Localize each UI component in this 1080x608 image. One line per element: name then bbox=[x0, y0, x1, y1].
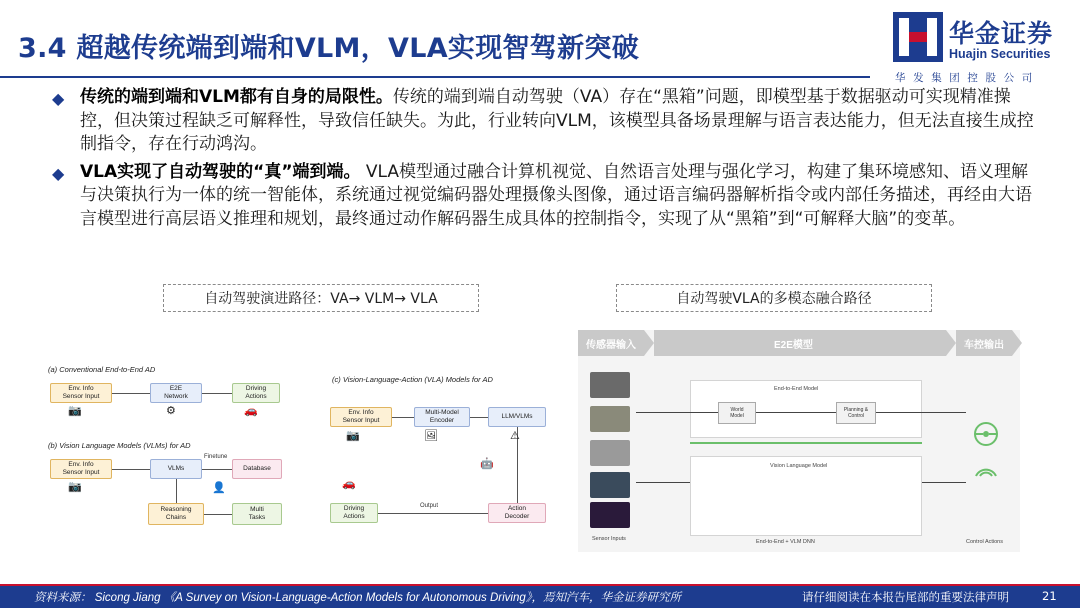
legal-note: 请仔细阅读在本报告尾部的重要法律声明 bbox=[802, 590, 1009, 604]
bullet-item bbox=[50, 86, 1035, 157]
bullet-text: 传统的端到端自动驾驶（VA）存在“黑箱”问题，即模型基于数据驱动可实现精准操控，但决策过程缺乏可解释性，导致信任缺失。为此，行业转向VLM，该模型具备场景理解与语言表达能力，但无法直接生成控制指令，存在行动鸿沟。 bbox=[80, 87, 1034, 154]
camera-image bbox=[590, 406, 630, 432]
e2e-network-box: E2E Network bbox=[150, 383, 202, 403]
image-icon: 🖼 bbox=[424, 430, 438, 442]
driving-actions-box: Driving Actions bbox=[232, 383, 280, 403]
arrow bbox=[392, 417, 414, 418]
logo-english-name: Huajin Securities bbox=[949, 47, 1051, 61]
bullet-text: VLA模型通过融合计算机视觉、自然语言处理与强化学习，构建了集环境感知、语义理解与决策执行为一体的统一智能体，系统通过视觉编码器处理摄像头图像，通过语言编码器解析指令或内部任务描述，再经由大语言模型进行高层语义推理和规划，最终通过动作解码器生成具体的控制指令，实现了从“黑箱”到“可解释大脑”的变革。 bbox=[80, 161, 1032, 229]
column-header-sensor: 传感器输入 bbox=[578, 330, 644, 356]
diamond-bullet-icon: ◆ bbox=[52, 163, 65, 183]
section-a-label: (a) Conventional End-to-End AD bbox=[48, 365, 156, 374]
flow-line bbox=[636, 412, 718, 413]
flow-line bbox=[756, 412, 836, 413]
database-box: Database bbox=[232, 459, 282, 479]
flow-line bbox=[636, 482, 690, 483]
arrow bbox=[378, 513, 488, 514]
camera-icon: 📷 bbox=[68, 405, 82, 417]
warning-icon: ⚠ bbox=[510, 430, 520, 442]
network-icon: ⚙ bbox=[166, 405, 176, 417]
figure-caption-right: 自动驾驶VLA的多模态融合路径 bbox=[616, 284, 932, 312]
green-flow-line bbox=[690, 442, 922, 444]
action-decoder-box: Action Decoder bbox=[488, 503, 546, 523]
gauge-icon bbox=[972, 456, 1000, 484]
planning-control-block: Planning & Control bbox=[836, 402, 876, 424]
logo-chinese-name: 华金证券 bbox=[949, 19, 1054, 48]
world-model-block: World Model bbox=[718, 402, 756, 424]
arrow bbox=[204, 514, 232, 515]
figure-caption-left: 自动驾驶演进路径：VA→ VLM→ VLA bbox=[163, 284, 479, 312]
bullet-item bbox=[50, 161, 1035, 232]
title-divider bbox=[0, 76, 870, 78]
flow-line bbox=[876, 412, 966, 413]
diamond-bullet-icon: ◆ bbox=[52, 89, 65, 108]
flow-line bbox=[922, 482, 966, 483]
output-label: Output bbox=[420, 503, 439, 509]
steering-wheel-icon bbox=[972, 420, 1000, 448]
llm-vlms-box: LLM/VLMs bbox=[488, 407, 546, 427]
section-b-label: (b) Vision Language Models (VLMs) for AD bbox=[48, 441, 191, 450]
robot-icon: 🤖 bbox=[480, 458, 494, 470]
env-info-box: Env. Info Sensor Input bbox=[50, 383, 112, 403]
column-header-e2e: E2E模型 bbox=[654, 330, 946, 356]
env-info-box: Env. Info Sensor Input bbox=[50, 459, 112, 479]
user-icon: 👤 bbox=[212, 482, 226, 494]
sensor-inputs-label: Sensor Inputs bbox=[592, 536, 626, 542]
huajin-logo-icon bbox=[893, 12, 943, 62]
arrow bbox=[202, 469, 232, 470]
arrow bbox=[112, 393, 150, 394]
camera-icon: 📷 bbox=[68, 481, 82, 493]
env-info-box: Env. Info Sensor Input bbox=[330, 407, 392, 427]
finetune-label: Finetune bbox=[204, 454, 228, 460]
evolution-diagram bbox=[40, 355, 560, 545]
vlm-label: Vision Language Model bbox=[770, 463, 828, 469]
arrow bbox=[176, 479, 177, 503]
camera-image bbox=[590, 372, 630, 398]
reasoning-chains-box: Reasoning Chains bbox=[148, 503, 204, 525]
section-c-label: (c) Vision-Language-Action (VLA) Models for AD bbox=[332, 375, 493, 384]
control-actions-label: Control Actions bbox=[966, 539, 1003, 545]
arrow bbox=[470, 417, 488, 418]
logo-subtitle: 华发集团控股公司 bbox=[895, 72, 1040, 84]
e2e-model-label: End-to-End Model bbox=[774, 386, 819, 392]
vla-fusion-diagram bbox=[578, 330, 1020, 552]
lidar-image bbox=[590, 502, 630, 528]
bullet-list bbox=[50, 86, 1035, 235]
bullet-lead: 传统的端到端和VLM都有自身的局限性。 bbox=[80, 87, 393, 107]
lidar-image bbox=[590, 472, 630, 498]
vlms-box: VLMs bbox=[150, 459, 202, 479]
e2e-vlm-label: End-to-End + VLM DNN bbox=[756, 539, 815, 545]
arrow bbox=[202, 393, 232, 394]
car-icon: 🚗 bbox=[342, 478, 356, 490]
page-title: 3.4 超越传统端到端和VLM，VLA实现智驾新突破 bbox=[18, 33, 639, 64]
arrow bbox=[112, 469, 150, 470]
driving-actions-box: Driving Actions bbox=[330, 503, 378, 523]
car-icon: 🚗 bbox=[244, 405, 258, 417]
page-number: 21 bbox=[1042, 589, 1057, 603]
column-header-control: 车控输出 bbox=[956, 330, 1012, 356]
camera-icon: 📷 bbox=[346, 430, 360, 442]
source-note: 资料来源： Sicong Jiang 《A Survey on Vision-Language-Action Models for Autonomous Driving》，焉知汽车，华金证券研究所 bbox=[34, 592, 682, 604]
camera-image bbox=[590, 440, 630, 466]
bullet-lead: VLA实现了自动驾驶的“真”端到端。 bbox=[80, 161, 361, 182]
multi-model-encoder-box: Multi-Model Encoder bbox=[414, 407, 470, 427]
brand-logo bbox=[893, 12, 1073, 90]
multi-tasks-box: Multi Tasks bbox=[232, 503, 282, 525]
